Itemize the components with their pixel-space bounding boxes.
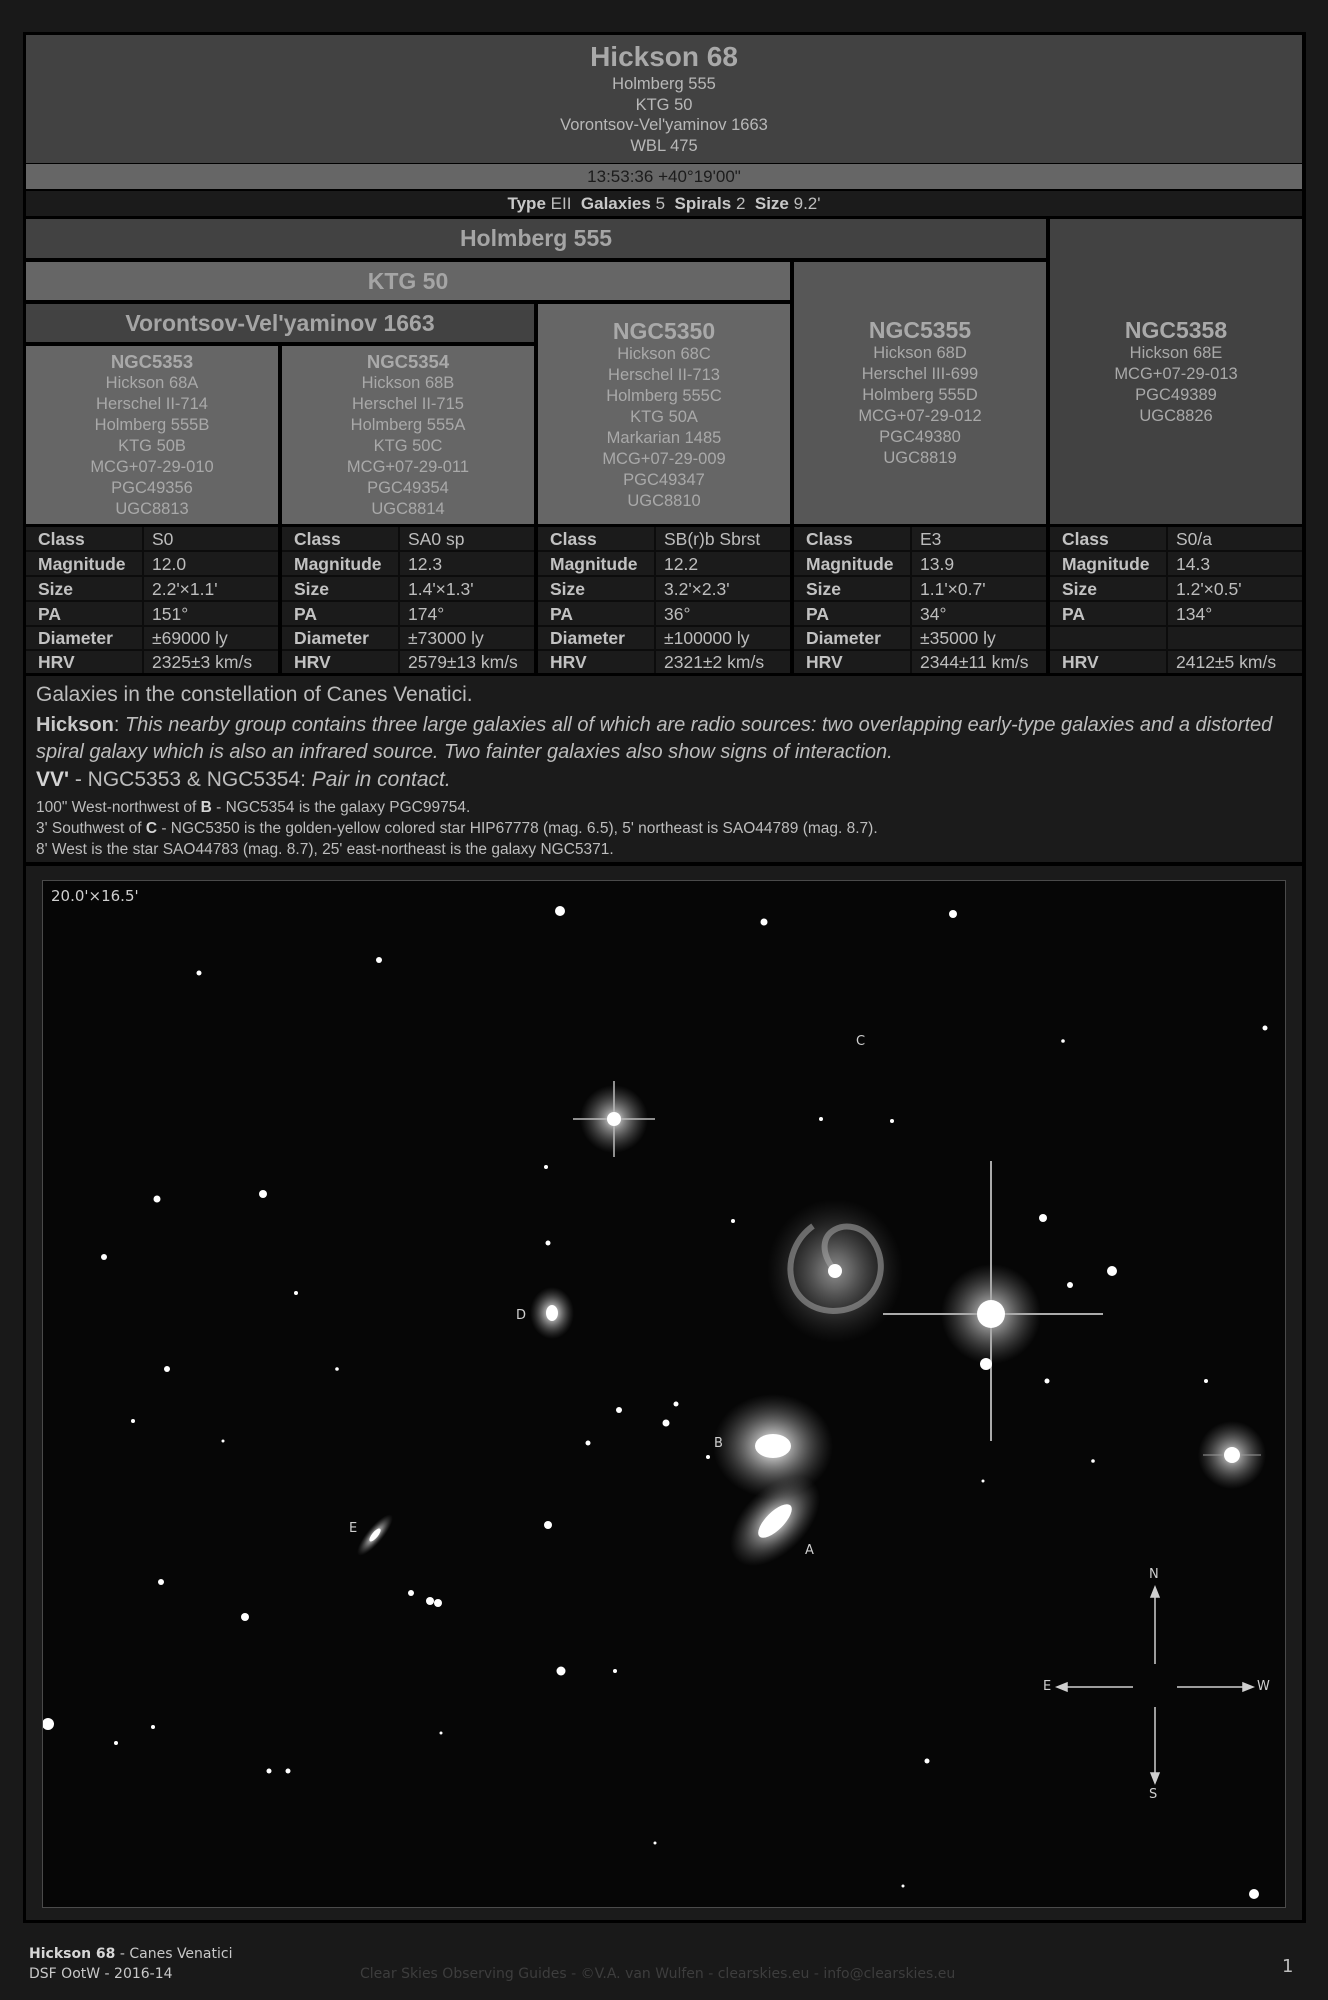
- alias: PGC49354: [367, 479, 449, 497]
- galaxy-label-e: E: [349, 1521, 358, 1536]
- vv-label: VV': [36, 768, 70, 791]
- value-size: 1.4'×1.3': [408, 579, 474, 599]
- value-pa: 34°: [920, 604, 947, 624]
- value-size: 3.2'×2.3': [664, 579, 730, 599]
- value-hrv: 2344±11 km/s: [920, 652, 1029, 672]
- label-pa: PA: [294, 604, 318, 624]
- label-magnitude: Magnitude: [550, 554, 638, 574]
- star-field-graphic: [43, 881, 1286, 1908]
- hickson-note: Hickson: This nearby group contains three large galaxies all of which are radio sources: two overlapping early-type galaxies and a distorted spiral galaxy which is also an infrared source. Two fainter galaxies also show signs of interaction.: [36, 714, 1273, 763]
- spirals-value: 2: [735, 194, 746, 213]
- label-diameter: Diameter: [38, 628, 113, 648]
- alias: UGC8810: [627, 492, 701, 510]
- label-hrv: HRV: [294, 652, 331, 672]
- alias: PGC49347: [623, 471, 705, 489]
- alias: Holmberg 555: [612, 75, 716, 93]
- label-class: Class: [294, 529, 341, 549]
- alias: KTG 50A: [630, 408, 698, 426]
- field-of-view-label: 20.0'×16.5': [51, 887, 139, 905]
- footer-series: DSF OotW - 2016-14: [29, 1966, 173, 1982]
- group-ktg: KTG 50: [26, 262, 790, 300]
- value-class: SB(r)b Sbrst: [664, 529, 761, 549]
- note-bold: C: [145, 820, 158, 837]
- galaxy-card-ngc5358: [1050, 219, 1302, 524]
- label-hrv: HRV: [1062, 652, 1099, 672]
- compass-south: S: [1149, 1787, 1158, 1802]
- compass-north: N: [1149, 1567, 1159, 1582]
- note-text: - NGC5354 is the galaxy PGC99754.: [211, 799, 471, 816]
- hickson-label: Hickson: [36, 714, 114, 736]
- note-bold: B: [200, 799, 212, 816]
- size-label: Size: [754, 194, 789, 213]
- alias: Holmberg 555C: [606, 387, 722, 405]
- value-pa: 151°: [152, 604, 189, 624]
- value-class: S0/a: [1176, 529, 1212, 549]
- label-hrv: HRV: [550, 652, 587, 672]
- note-text: 3' Southwest of: [36, 820, 146, 837]
- alias: Markarian 1485: [606, 429, 722, 447]
- galaxy-label-c: C: [856, 1034, 866, 1049]
- value-hrv: 2325±3 km/s: [152, 652, 253, 672]
- value-hrv: 2412±5 km/s: [1176, 652, 1277, 672]
- galaxy-b: [713, 1394, 833, 1498]
- summary-bar: [26, 191, 1302, 216]
- galaxy-name: NGC5350: [612, 318, 716, 344]
- alias: UGC8814: [371, 500, 445, 518]
- label-pa: PA: [550, 604, 574, 624]
- alias: MCG+07-29-012: [858, 407, 982, 425]
- note-text: - NGC5350 is the golden-yellow colored star HIP67778 (mag. 6.5), 5' northeast is SAO44789 (mag. 8.7).: [157, 820, 878, 837]
- object-header: [26, 35, 1302, 163]
- value-class: SA0 sp: [408, 529, 465, 549]
- label-class: Class: [806, 529, 853, 549]
- alias: Holmberg 555B: [94, 416, 210, 434]
- alias: KTG 50C: [373, 437, 443, 455]
- label-size: Size: [806, 579, 842, 599]
- galaxy-label-d: D: [516, 1308, 527, 1323]
- size-value: 9.2': [793, 194, 821, 213]
- alias: Holmberg 555A: [350, 416, 466, 434]
- alias: Vorontsov-Vel'yaminov 1663: [560, 116, 768, 134]
- galaxies-label: Galaxies: [580, 194, 651, 213]
- alias: KTG 50: [635, 95, 693, 114]
- galaxy-card-ngc5353: [26, 346, 278, 524]
- value-class: E3: [920, 529, 942, 549]
- compass-west: W: [1257, 1679, 1270, 1694]
- value-magnitude: 13.9: [920, 554, 955, 574]
- galaxy-d: [530, 1287, 574, 1339]
- alias: MCG+07-29-009: [602, 450, 726, 468]
- value-magnitude: 12.3: [408, 554, 443, 574]
- description-notes: [26, 676, 1302, 862]
- alias: WBL 475: [630, 136, 698, 155]
- type-label: Type: [507, 194, 546, 213]
- note-text: 100" West-northwest of: [36, 799, 201, 816]
- galaxy-card-ngc5350: [538, 304, 790, 524]
- data-table-ngc5350: [538, 527, 790, 673]
- alias: UGC8826: [1139, 407, 1213, 425]
- compass-east: E: [1043, 1679, 1052, 1694]
- label-hrv: HRV: [806, 652, 843, 672]
- label-magnitude: Magnitude: [806, 554, 894, 574]
- footer-constellation: - Canes Venatici: [115, 1946, 233, 1962]
- alias: Herschel II-714: [96, 395, 208, 413]
- alias: Herschel II-713: [608, 366, 720, 384]
- label-size: Size: [1062, 579, 1098, 599]
- alias: Hickson 68C: [617, 345, 711, 363]
- page-number: 1: [1282, 1956, 1294, 1977]
- label-diameter: Diameter: [550, 628, 625, 648]
- alias: MCG+07-29-013: [1114, 365, 1238, 383]
- alias: Hickson 68B: [361, 374, 455, 392]
- data-table-ngc5354: [282, 527, 534, 673]
- value-pa: 36°: [664, 604, 691, 624]
- alias: Herschel III-699: [861, 365, 979, 383]
- value-class: S0: [152, 529, 174, 549]
- value-size: 1.1'×0.7': [920, 579, 986, 599]
- label-class: Class: [550, 529, 597, 549]
- group-holmberg: Holmberg 555: [26, 219, 1046, 258]
- galaxy-card-ngc5355: [794, 262, 1046, 524]
- footer-title: [29, 1946, 232, 1962]
- value-diameter: ±100000 ly: [664, 628, 750, 648]
- value-magnitude: 12.2: [664, 554, 699, 574]
- field-note-3: 8' West is the star SAO44783 (mag. 8.7), 25' east-northeast is the galaxy NGC5371.: [36, 841, 614, 858]
- galaxy-name: NGC5355: [868, 317, 972, 343]
- alias: PGC49380: [879, 428, 961, 446]
- data-table-ngc5355: [794, 527, 1046, 673]
- galaxy-name: NGC5353: [110, 351, 194, 372]
- alias: Hickson 68E: [1129, 344, 1223, 362]
- value-pa: 174°: [408, 604, 445, 624]
- field-note-2: [36, 818, 1292, 839]
- galaxy-c-spiral: [767, 1199, 903, 1343]
- label-diameter: Diameter: [294, 628, 369, 648]
- vv-note: [36, 766, 1292, 793]
- value-diameter: ±73000 ly: [408, 628, 484, 648]
- label-hrv: HRV: [38, 652, 75, 672]
- vv-subject: - NGC5353 & NGC5354:: [69, 768, 312, 791]
- alias: MCG+07-29-010: [90, 458, 214, 476]
- data-table-ngc5358: [1050, 527, 1302, 673]
- hickson-text: This nearby group contains three large galaxies all of which are radio sources: two overlapping early-type galaxies and a distorted spiral galaxy which is also an infrared source. Two fainter galaxies also show signs of interaction.: [36, 714, 1273, 763]
- value-magnitude: 14.3: [1176, 554, 1211, 574]
- label-pa: PA: [806, 604, 830, 624]
- sky-image: [42, 880, 1286, 1908]
- footer-credit: Clear Skies Observing Guides - ©V.A. van Wulfen - clearskies.eu - info@clearskies.eu: [360, 1966, 956, 1982]
- constellation-note: Galaxies in the constellation of Canes Venatici.: [36, 683, 473, 706]
- label-size: Size: [38, 579, 74, 599]
- galaxy-name: NGC5358: [1124, 317, 1228, 343]
- field-note-1: [36, 797, 1292, 818]
- galaxy-label-a: A: [805, 1543, 814, 1558]
- label-magnitude: Magnitude: [294, 554, 382, 574]
- value-diameter: ±69000 ly: [152, 628, 228, 648]
- alias: UGC8813: [115, 500, 189, 518]
- alias: PGC49356: [111, 479, 193, 497]
- alias: UGC8819: [883, 449, 957, 467]
- value-pa: 134°: [1176, 604, 1213, 624]
- galaxies-value: 5: [655, 194, 666, 213]
- alias: KTG 50B: [118, 437, 186, 455]
- data-table-ngc5353: [26, 527, 278, 673]
- vv-text: Pair in contact.: [311, 768, 451, 791]
- group-vv: Vorontsov-Vel'yaminov 1663: [26, 304, 534, 342]
- alias: MCG+07-29-011: [346, 458, 470, 476]
- value-size: 1.2'×0.5': [1176, 579, 1242, 599]
- page-title: Hickson 68: [590, 41, 738, 72]
- footer-object: Hickson 68: [29, 1946, 116, 1962]
- label-size: Size: [294, 579, 330, 599]
- value-diameter: ±35000 ly: [920, 628, 996, 648]
- label-magnitude: Magnitude: [1062, 554, 1150, 574]
- alias: PGC49389: [1135, 386, 1217, 404]
- label-pa: PA: [1062, 604, 1086, 624]
- bright-star-east: [1198, 1421, 1266, 1489]
- label-size: Size: [550, 579, 586, 599]
- value-hrv: 2579±13 km/s: [408, 652, 518, 672]
- label-class: Class: [38, 529, 85, 549]
- value-hrv: 2321±2 km/s: [664, 652, 765, 672]
- alias: Holmberg 555D: [862, 386, 978, 404]
- label-pa: PA: [38, 604, 62, 624]
- galaxy-label-b: B: [714, 1436, 723, 1451]
- galaxy-name: NGC5354: [366, 351, 450, 372]
- value-size: 2.2'×1.1': [152, 579, 218, 599]
- value-magnitude: 12.0: [152, 554, 187, 574]
- coordinates-bar: 13:53:36 +40°19'00": [26, 164, 1302, 189]
- spirals-label: Spirals: [674, 194, 732, 213]
- label-magnitude: Magnitude: [38, 554, 126, 574]
- alias: Hickson 68D: [873, 344, 967, 362]
- alias: Hickson 68A: [105, 374, 199, 392]
- type-value: EII: [550, 194, 572, 213]
- label-diameter: Diameter: [806, 628, 881, 648]
- label-class: Class: [1062, 529, 1109, 549]
- galaxy-card-ngc5354: [282, 346, 534, 524]
- alias: Herschel II-715: [352, 395, 464, 413]
